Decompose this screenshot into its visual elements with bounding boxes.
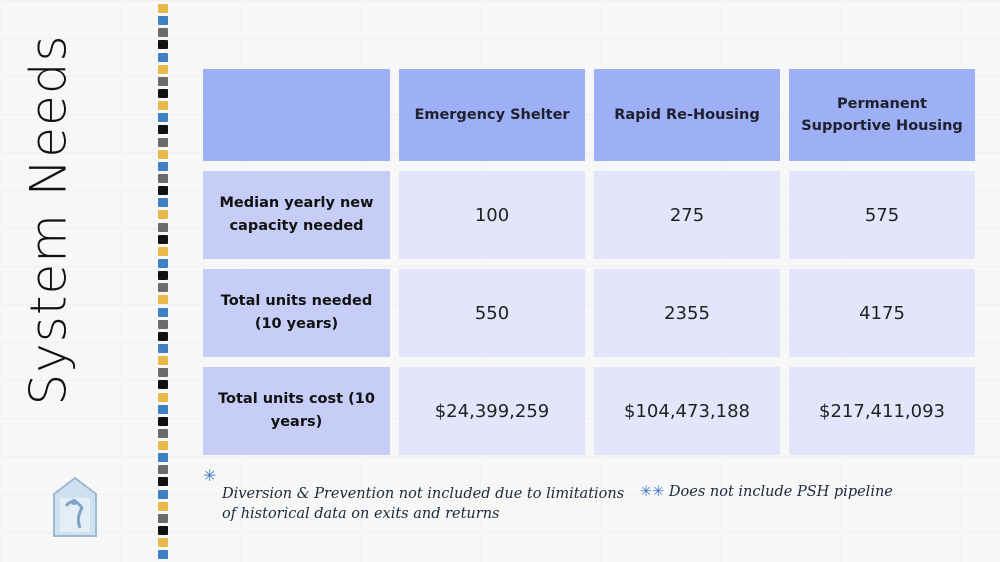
decorative-dot: [158, 162, 168, 171]
decorative-dot: [158, 550, 168, 559]
decorative-dot: [158, 28, 168, 37]
asterisk-icon: ✳: [203, 466, 217, 485]
decorative-dot: [158, 16, 168, 25]
decorative-dot: [158, 502, 168, 511]
decorative-dot: [158, 174, 168, 183]
decorative-dot: [158, 150, 168, 159]
decorative-dot: [158, 453, 168, 462]
decorative-dot: [158, 393, 168, 402]
slide-title: System Needs: [20, 34, 78, 406]
system-needs-table: [203, 69, 975, 455]
decorative-dot: [158, 514, 168, 523]
decorative-dot: [158, 490, 168, 499]
decorative-dot: [158, 210, 168, 219]
table-cell: $217,411,093: [789, 367, 975, 455]
decorative-dot-strip: [158, 4, 170, 560]
decorative-dot: [158, 65, 168, 74]
footnote-psh-pipeline: [640, 484, 893, 500]
column-header-emergency-shelter: Emergency Shelter: [399, 69, 585, 161]
row-header-total-units: Total units needed (10 years): [203, 269, 390, 357]
decorative-dot: [158, 113, 168, 122]
decorative-dot: [158, 186, 168, 195]
decorative-dot: [158, 247, 168, 256]
decorative-dot: [158, 4, 168, 13]
house-logo-icon: [52, 476, 98, 538]
table-cell: $24,399,259: [399, 367, 585, 455]
table-cell: $104,473,188: [594, 367, 780, 455]
footnote-psh-text: Does not include PSH pipeline: [668, 484, 893, 500]
table-cell: 100: [399, 171, 585, 259]
slide-title-container: [18, 0, 80, 440]
decorative-dot: [158, 308, 168, 317]
decorative-dot: [158, 429, 168, 438]
decorative-dot: [158, 441, 168, 450]
table-header-empty: [203, 69, 390, 161]
column-header-rapid-rehousing: Rapid Re-Housing: [594, 69, 780, 161]
decorative-dot: [158, 538, 168, 547]
decorative-dot: [158, 380, 168, 389]
decorative-dot: [158, 368, 168, 377]
row-header-total-cost: Total units cost (10 years): [203, 367, 390, 455]
table-cell: 575: [789, 171, 975, 259]
decorative-dot: [158, 320, 168, 329]
decorative-dot: [158, 89, 168, 98]
double-asterisk-icon: ✳✳: [640, 484, 665, 500]
decorative-dot: [158, 295, 168, 304]
decorative-dot: [158, 101, 168, 110]
column-header-permanent-supportive-housing: Permanent Supportive Housing: [789, 69, 975, 161]
table-cell: 550: [399, 269, 585, 357]
decorative-dot: [158, 198, 168, 207]
decorative-dot: [158, 344, 168, 353]
decorative-dot: [158, 271, 168, 280]
decorative-dot: [158, 235, 168, 244]
decorative-dot: [158, 40, 168, 49]
decorative-dot: [158, 138, 168, 147]
decorative-dot: [158, 77, 168, 86]
decorative-dot: [158, 259, 168, 268]
table-cell: 4175: [789, 269, 975, 357]
decorative-dot: [158, 526, 168, 535]
decorative-dot: [158, 417, 168, 426]
row-header-median-yearly: Median yearly new capacity needed: [203, 171, 390, 259]
decorative-dot: [158, 283, 168, 292]
footnote-diversion-prevention: Diversion & Prevention not included due to limitations of historical data on exits and returns: [222, 486, 625, 522]
decorative-dot: [158, 356, 168, 365]
decorative-dot: [158, 465, 168, 474]
decorative-dot: [158, 332, 168, 341]
table-cell: 2355: [594, 269, 780, 357]
table-cell: 275: [594, 171, 780, 259]
decorative-dot: [158, 125, 168, 134]
decorative-dot: [158, 223, 168, 232]
decorative-dot: [158, 53, 168, 62]
decorative-dot: [158, 477, 168, 486]
decorative-dot: [158, 405, 168, 414]
